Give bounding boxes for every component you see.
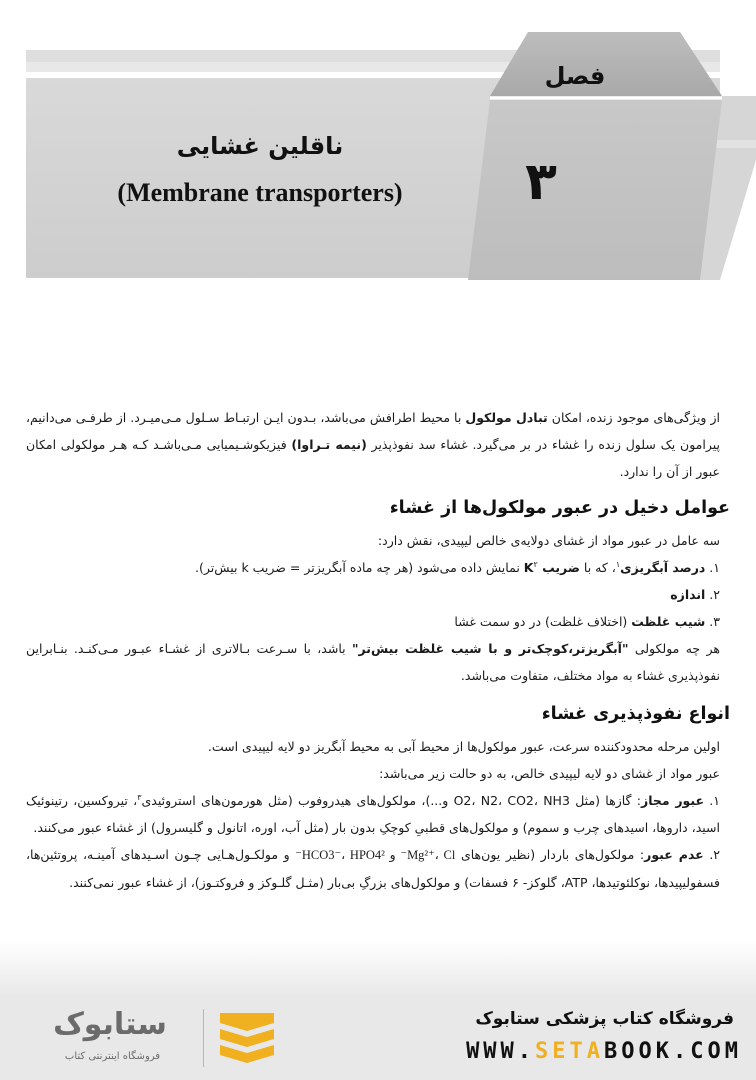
page-content: [26, 404, 730, 896]
list-text: و مولکـول‌هـایی چـون اسـیدهای آمینـه، پروتئین‌ها، فسفولیپیدها، نوکلئوتیدها، ATP، گلوکز- ۶ فسفات) و مولکول‌های بزرگِ بی‌بار (مثـل گلـوکز و فروکتـوز)، از غشاء عبور نمی‌کنند.: [26, 847, 720, 890]
section-heading-permeability: انواع نفوذپذیری غشاء: [541, 704, 730, 724]
list-item: [26, 787, 730, 841]
list-term: عدم عبور: [644, 847, 704, 862]
summary-bold: "آبگریزتر،کوچک‌تر و با شیب غلظت بیش‌تر": [351, 641, 629, 656]
url-suffix: BOOK.COM: [604, 1039, 742, 1064]
list-item: [26, 581, 730, 608]
list-term: شیب غلظت: [631, 614, 706, 629]
chapter-number: ۳: [525, 152, 557, 212]
list-number: ۲.: [705, 587, 720, 602]
intro-text-1: از ویژگی‌های موجود زنده، امکان: [547, 410, 721, 425]
footnote-ref: ۲: [533, 559, 538, 569]
footer-fade: [0, 940, 756, 1000]
list-number: ۲.: [703, 847, 721, 862]
url-accent: SETA: [535, 1039, 605, 1064]
chapter-banner: [0, 0, 756, 300]
list-term: عبور مجاز: [641, 793, 705, 808]
list-number: ۳.: [705, 614, 720, 629]
factors-lead: سه عامل در عبور مواد از غشای دولایه‌ی خالص لیپیدی، نقش دارد:: [377, 533, 720, 548]
summary-text-1: هر چه مولکولی: [628, 641, 720, 656]
list-item: [26, 608, 730, 635]
chapter-title-en: (Membrane transporters): [117, 178, 403, 207]
intro-text-3: فیزیکوشـیمیایی مـی‌باشـد کـه هـر مولکولی امکان عبور از آن را ندارد.: [26, 437, 720, 479]
list-item: [26, 554, 730, 581]
list-term: درصد آبگریزی: [620, 560, 706, 575]
factors-summary: [26, 635, 730, 689]
list-text: نمایش داده می‌شود (هر چه ماده آبگریزتر = ضریب k بیش‌تر).: [195, 560, 524, 575]
logo-wordmark: ستابوک: [53, 1007, 167, 1042]
ion-list: Mg²⁺، Cl⁻ و HCO3⁻، HPO4²⁻: [295, 848, 456, 862]
list-text: ، تیروکسین، رتینوئیک اسید، داروها، اسیدهای چرب و سموم) و مولکول‌های قطبیِ کوچکِ بدون بار (مثل آب، اوره، اتانول و گلیسرول) از غشاء عبور می‌کنند.: [26, 793, 720, 835]
store-name: فروشگاه کتاب پزشکی ستابوک: [475, 1009, 734, 1029]
permeability-p2: عبور مواد از غشای دو لایه لیپیدی خالص، به دو حالت زیر می‌باشد:: [379, 766, 720, 781]
chapter-label: فصل: [544, 62, 606, 90]
list-item: [26, 841, 730, 896]
intro-bold-1: تبادل مولکول: [465, 410, 548, 425]
list-term: ضریب K: [523, 560, 580, 575]
store-url[interactable]: [390, 1039, 742, 1064]
list-text: (اختلاف غلظت) در دو سمت غشا: [454, 614, 632, 629]
list-term: اندازه: [670, 587, 706, 602]
url-prefix: WWW.: [466, 1039, 536, 1064]
summary-text-2: باشد، با سـرعت بـالاتری از غشـاء عبـور مـی‌کنـد. بنـابراین نفوذپذیری غشاء به مواد مختلف، متفاوت می‌باشد.: [26, 641, 720, 683]
intro-paragraph: [26, 404, 730, 485]
logo-subtitle: فروشگاه اینترنتی کتاب: [64, 1051, 161, 1062]
permeability-p1: اولین مرحله محدودکننده سرعت، عبور مولکول‌ها از محیط آبی به محیط آبگریز دو لایه لیپیدی است.: [207, 739, 720, 754]
intro-text-2: با محیط اطرافش می‌باشد، بـدون ایـن ارتبـاط سـلول مـی‌میـرد. از طرفـی می‌دانیم، پیرامون یک سلول زنده را غشاء در بر می‌گیرد. غشاء سد نفوذپذیر: [26, 410, 720, 452]
list-text: : مولکول‌های باردار (نظیر یون‌های: [455, 847, 645, 862]
footnote-ref: ۱: [615, 559, 621, 569]
intro-bold-2: (نیمه تـراوا): [291, 437, 367, 452]
footer: [0, 995, 756, 1080]
list-text: ، که با: [579, 560, 616, 575]
section-heading-factors: عوامل دخیل در عبور مولکول‌ها از غشاء: [389, 498, 730, 518]
book-stack-icon: [214, 1007, 280, 1069]
chapter-title-fa: ناقلین غشایی: [176, 132, 344, 160]
logo-divider: [203, 1009, 204, 1067]
list-text: : گازها (مثل O2، N2، CO2، NH3 و...)، مولکول‌های هیدروفوب (مثل هورمون‌های استروئیدی: [141, 793, 642, 808]
list-number: ۱.: [704, 793, 721, 808]
footnote-ref: ۳: [137, 792, 142, 802]
list-number: ۱.: [705, 560, 720, 575]
